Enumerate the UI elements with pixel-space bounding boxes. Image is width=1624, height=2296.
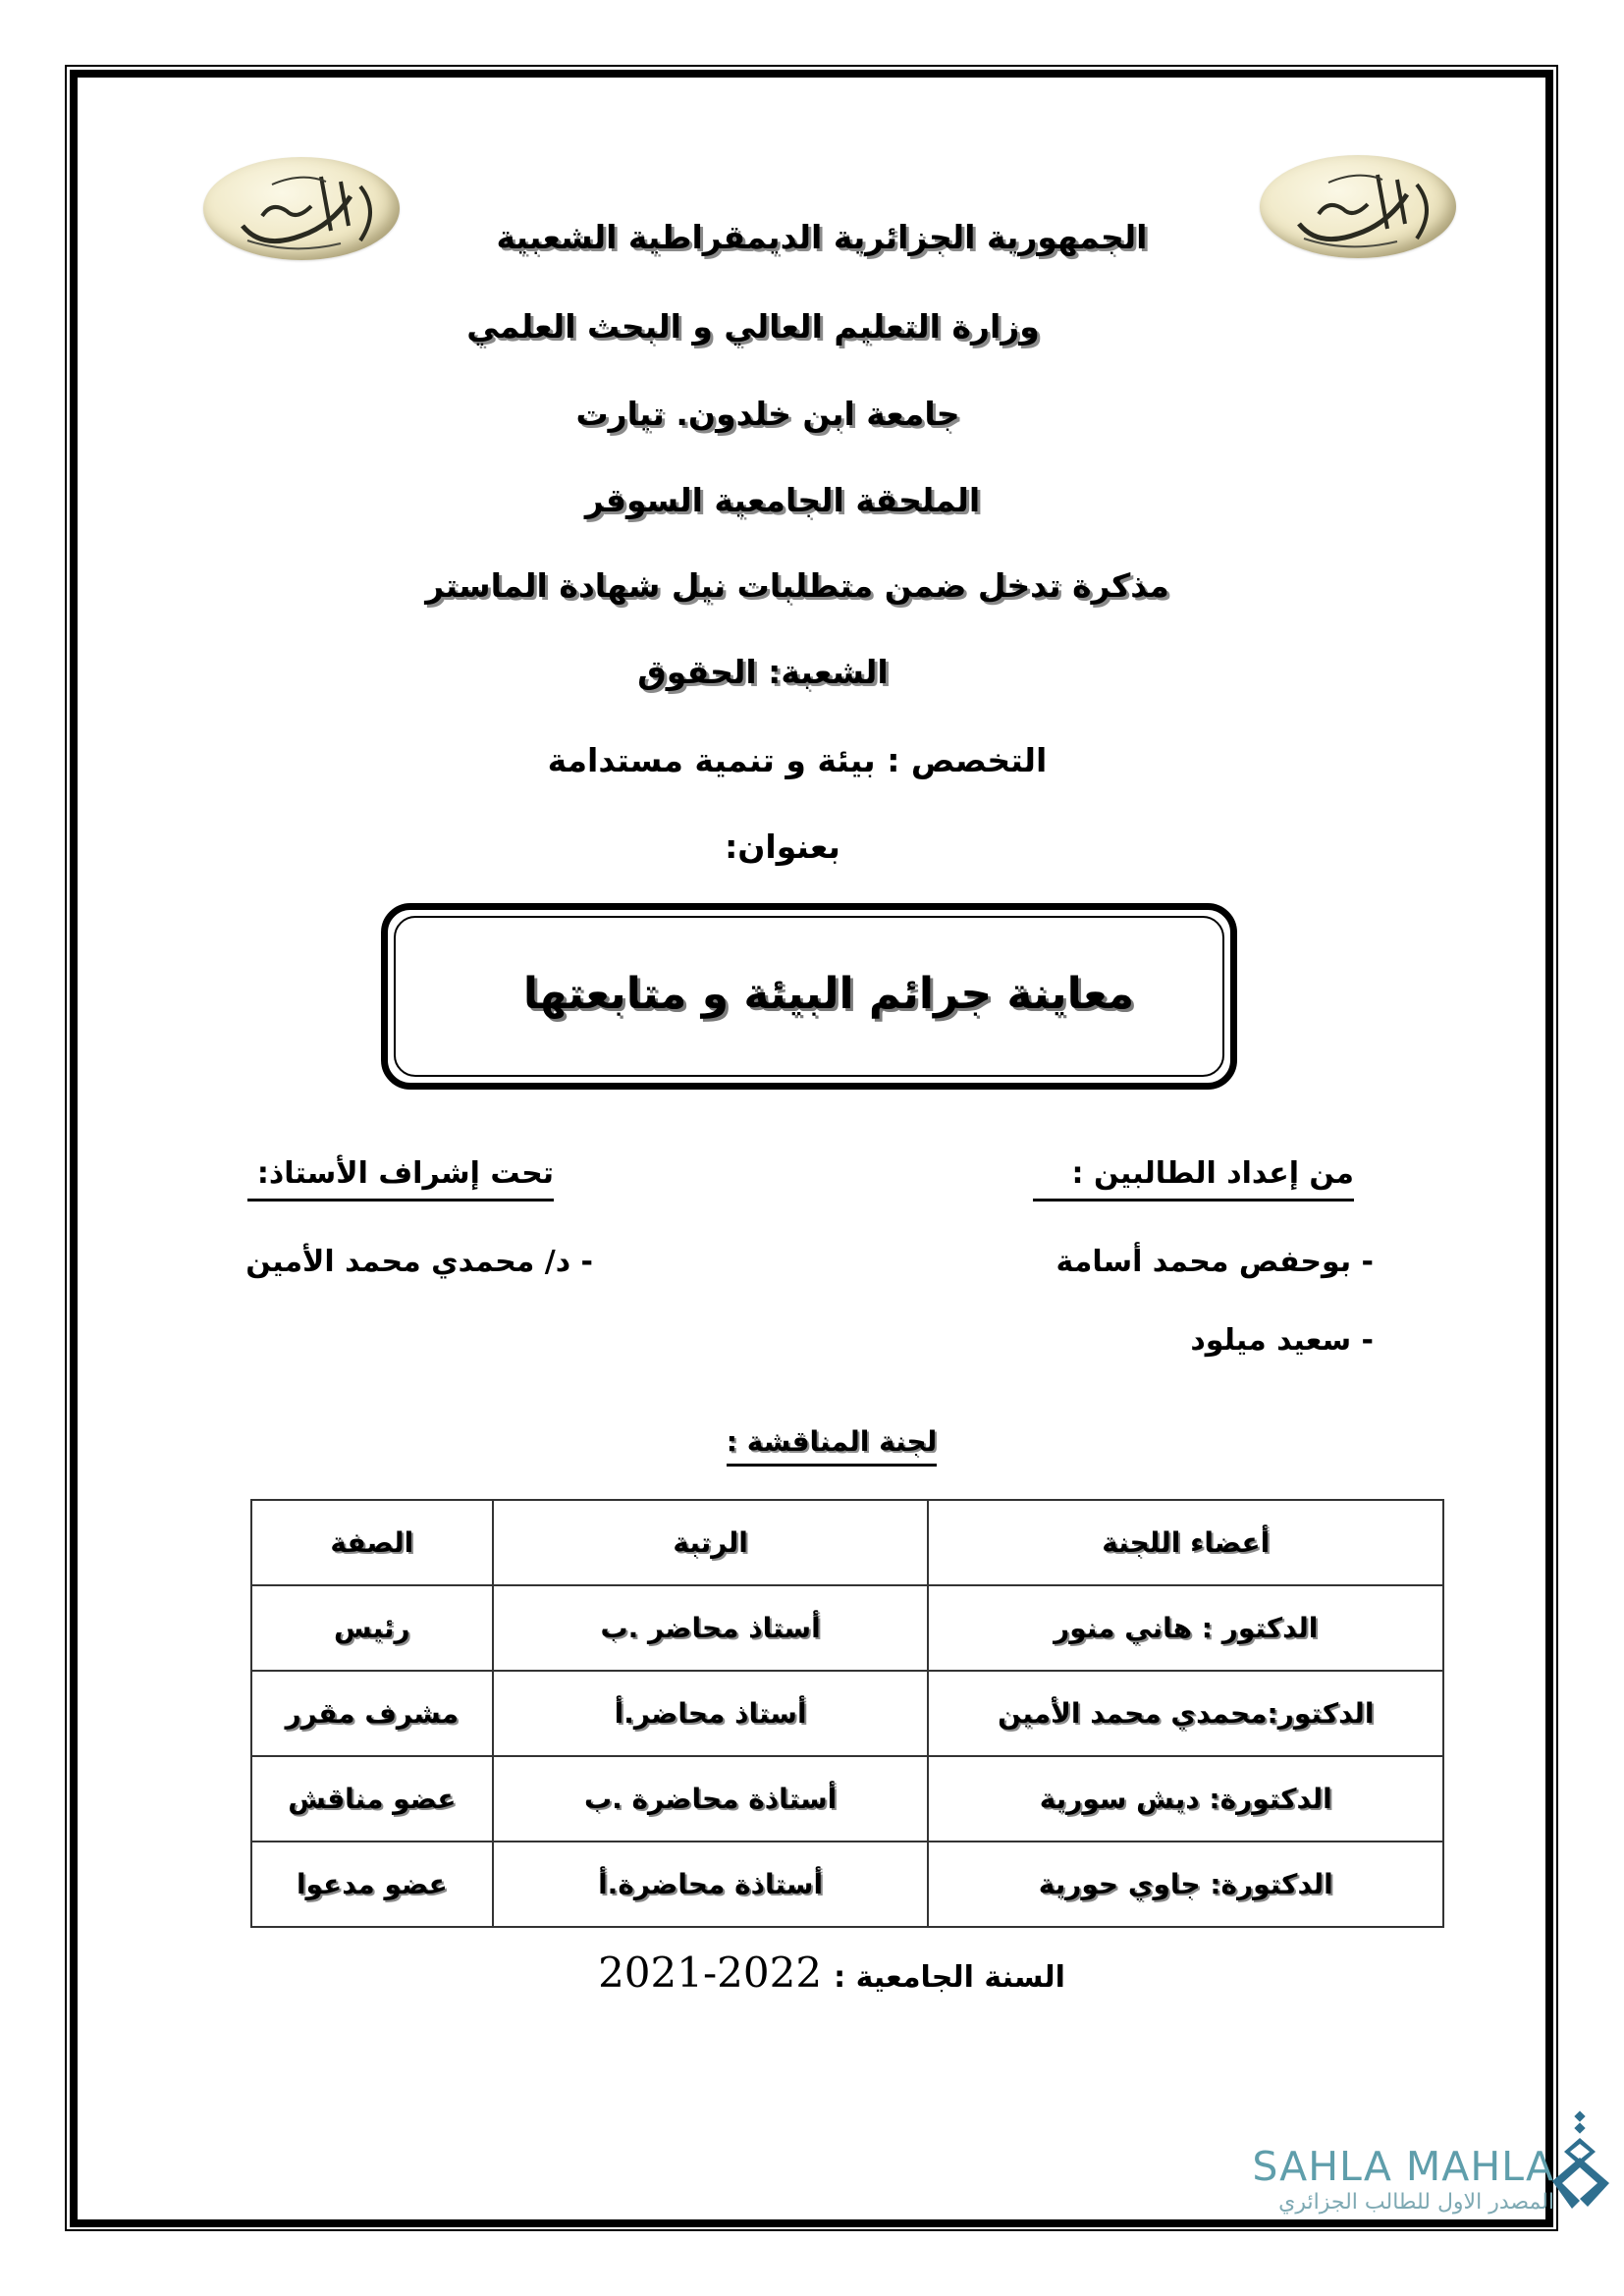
member-rank: أستاذ محاضر .ب — [493, 1585, 929, 1671]
member-name: الدكتور:محمدي محمد الأمين — [928, 1671, 1443, 1756]
academic-year-value: 2021-2022 — [598, 1949, 823, 1997]
academic-year — [0, 1949, 1624, 1997]
watermark-brand: SAHLA MAHLA — [1252, 2143, 1554, 2190]
supervisor-name: - د/ محمدي محمد الأمين — [245, 1245, 593, 1279]
committee-heading — [0, 1425, 1624, 1467]
academic-year-label: السنة الجامعية : — [834, 1960, 1065, 1995]
table-row — [251, 1842, 1443, 1927]
column-header-role: الصفة — [251, 1500, 493, 1585]
watermark — [1181, 2145, 1554, 2215]
thesis-statement: مذكرة تدخل ضمن متطلبات نيل شهادة الماستر — [425, 566, 1169, 605]
republic-heading: الجمهورية الجزائرية الديمقراطية الشعبية — [496, 218, 1148, 256]
member-role: عضو مناقش — [251, 1756, 493, 1842]
member-rank: أستاذ محاضر.أ — [493, 1671, 929, 1756]
students-section — [1033, 1156, 1374, 1358]
student-name: - سعيد ميلود — [1190, 1323, 1374, 1358]
member-role: رئيس — [251, 1585, 493, 1671]
column-header-rank: الرتبة — [493, 1500, 929, 1585]
students-heading: من إعداد الطالبين : — [1033, 1156, 1354, 1201]
member-rank: أستاذة محاضرة .ب — [493, 1756, 929, 1842]
committee-table — [250, 1499, 1444, 1928]
member-rank: أستاذة محاضرة.أ — [493, 1842, 929, 1927]
supervisor-heading: تحت إشراف الأستاذ: — [247, 1156, 554, 1201]
member-name: الدكتورة: جاوي حورية — [928, 1842, 1443, 1927]
member-role: مشرف مقرر — [251, 1671, 493, 1756]
table-row — [251, 1671, 1443, 1756]
column-header-members: أعضاء اللجنة — [928, 1500, 1443, 1585]
member-name: الدكتور : هاني منور — [928, 1585, 1443, 1671]
table-header-row — [251, 1500, 1443, 1585]
member-role: عضو مدعوا — [251, 1842, 493, 1927]
table-row — [251, 1756, 1443, 1842]
ministry-heading: وزارة التعليم العالي و البحث العلمي — [466, 307, 1040, 346]
committee-heading-text: لجنة المناقشة : — [727, 1425, 937, 1467]
supervisor-section — [245, 1156, 593, 1279]
specialization-line: التخصص : بيئة و تنمية مستدامة — [547, 741, 1048, 779]
annex-heading: الملحقة الجامعية السوقر — [584, 481, 981, 519]
thesis-title-box — [381, 903, 1237, 1090]
title-label: بعنوان: — [725, 828, 840, 866]
student-name: - بوحفص محمد أسامة — [1056, 1245, 1374, 1279]
member-name: الدكتورة: ديش سورية — [928, 1756, 1443, 1842]
sahla-mahla-emblem-icon — [1544, 2110, 1619, 2218]
branch-line: الشعبة: الحقوق — [637, 653, 889, 691]
table-row — [251, 1585, 1443, 1671]
thesis-title: معاينة جرائم البيئة و متابعتها — [522, 969, 1135, 1019]
watermark-tagline: المصدر الاول للطالب الجزائري — [1278, 2190, 1554, 2215]
university-heading: جامعة ابن خلدون. تيارت — [575, 395, 960, 433]
